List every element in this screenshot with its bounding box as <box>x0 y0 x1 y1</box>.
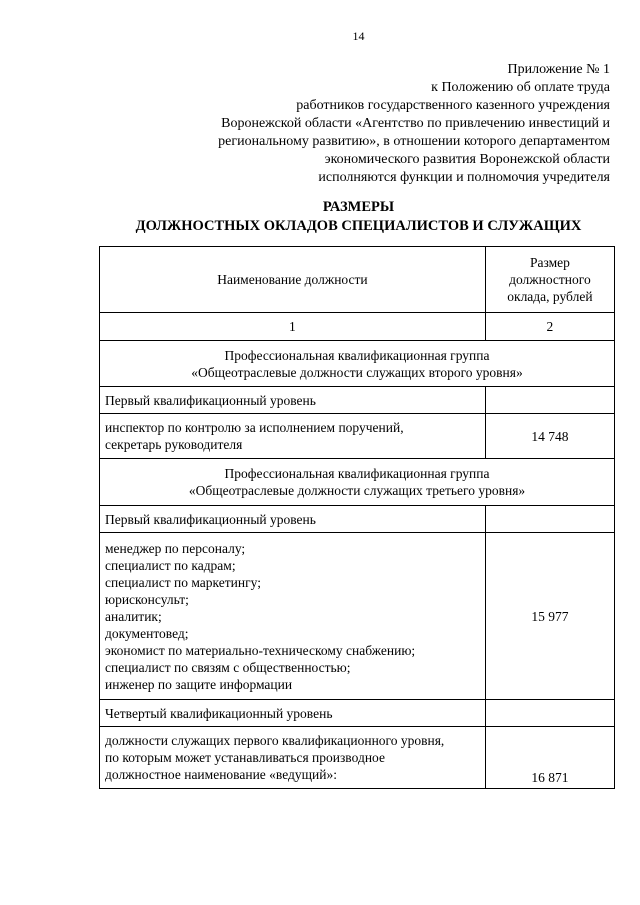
table-row <box>100 414 615 459</box>
table-row <box>100 387 615 414</box>
position-item: специалист по связям с общественностью; <box>105 659 351 675</box>
appendix-line: экономического развития Воронежской области <box>324 152 610 167</box>
header-position-name: Наименование должности <box>100 247 486 313</box>
salary-value: 14 748 <box>485 414 614 459</box>
title-line: РАЗМЕРЫ <box>322 199 395 215</box>
appendix-header <box>218 61 610 187</box>
position-item: аналитик; <box>105 608 162 624</box>
group-title-line: «Общеотраслевые должности служащих второго уровня» <box>191 364 523 380</box>
page-number: 14 <box>352 29 365 43</box>
appendix-line: работников государственного казенного учреждения <box>296 98 610 113</box>
column-number: 2 <box>485 313 614 341</box>
group-title-line: Профессиональная квалификационная группа <box>224 347 490 363</box>
position-list <box>100 414 486 459</box>
group-title-line: Профессиональная квалификационная группа <box>224 466 490 481</box>
position-item: инспектор по контролю за исполнением поручений, <box>105 420 404 435</box>
appendix-line: региональному развитию», в отношении которого департаментом <box>218 134 610 149</box>
empty-cell <box>485 700 614 727</box>
qualification-level: Четвертый квалификационный уровень <box>100 700 486 727</box>
position-item: специалист по кадрам; <box>105 557 236 573</box>
qualification-level: Первый квалификационный уровень <box>100 387 486 414</box>
position-item: секретарь руководителя <box>105 437 243 452</box>
column-number-row <box>100 313 615 341</box>
position-list <box>100 727 486 789</box>
qualification-group-heading <box>100 459 615 506</box>
title-line: ДОЛЖНОСТНЫХ ОКЛАДОВ СПЕЦИАЛИСТОВ И СЛУЖАЩИХ <box>135 218 582 234</box>
table-row <box>100 506 615 533</box>
document-title <box>0 198 640 236</box>
appendix-line: исполняются функции и полномочия учредителя <box>318 170 610 185</box>
table-row <box>100 533 615 700</box>
position-item: по которым может устанавливаться производное <box>105 750 385 765</box>
appendix-line: Приложение № 1 <box>507 62 610 77</box>
salary-value: 16 871 <box>485 727 614 789</box>
empty-cell <box>485 506 614 533</box>
table-row <box>100 727 615 789</box>
table-header-row <box>100 247 615 313</box>
position-list <box>100 533 486 700</box>
position-item: менеджер по персоналу; <box>105 540 246 556</box>
position-item: должностное наименование «ведущий»: <box>105 767 337 782</box>
table-row <box>100 459 615 506</box>
column-number: 1 <box>100 313 486 341</box>
qualification-group-heading <box>100 341 615 387</box>
qualification-level: Первый квалификационный уровень <box>100 506 486 533</box>
empty-cell <box>485 387 614 414</box>
position-item: документовед; <box>105 625 189 641</box>
appendix-line: к Положению об оплате труда <box>431 80 610 95</box>
position-item: экономист по материально-техническому снабжению; <box>105 642 416 658</box>
table-row <box>100 341 615 387</box>
group-title-line: «Общеотраслевые должности служащих третьего уровня» <box>188 483 526 498</box>
header-salary-size: Размер должностного оклада, рублей <box>485 247 614 313</box>
salary-table <box>99 246 615 789</box>
position-item: юрисконсульт; <box>105 591 189 607</box>
position-item: инженер по защите информации <box>105 676 293 692</box>
table-row <box>100 700 615 727</box>
salary-value: 15 977 <box>485 533 614 700</box>
position-item: должности служащих первого квалификационного уровня, <box>105 733 445 748</box>
position-item: специалист по маркетингу; <box>105 574 261 590</box>
appendix-line: Воронежской области «Агентство по привлечению инвестиций и <box>221 116 610 131</box>
